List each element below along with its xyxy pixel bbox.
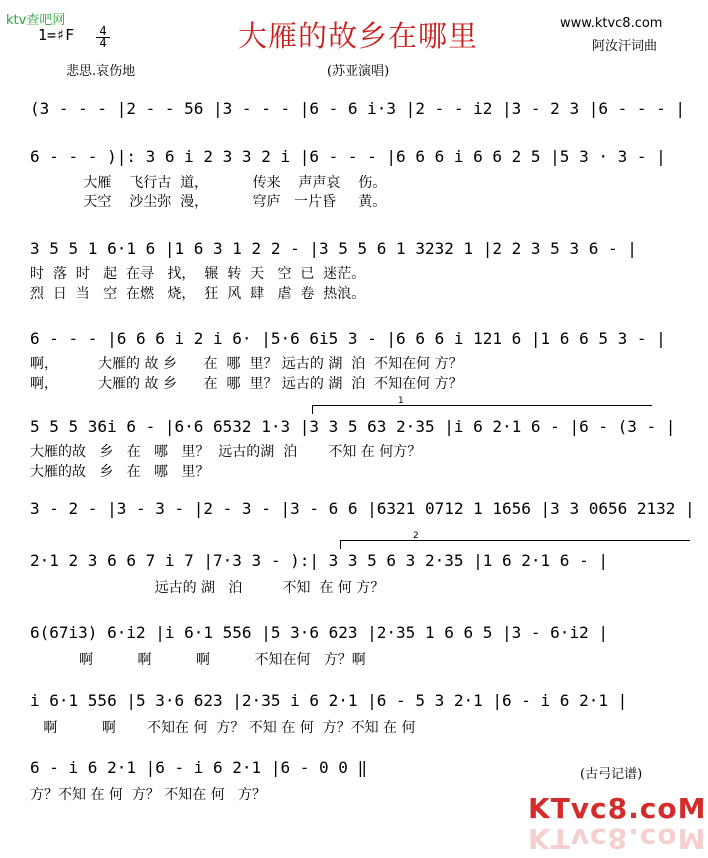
notation-credit: (古弓记谱) <box>580 767 643 782</box>
score-line-2 <box>30 148 690 208</box>
key-signature: 1=♯F <box>38 26 75 44</box>
score-line-9 <box>30 692 690 738</box>
lyric-line-7: 远古的 湖 泊 不知 在 何 方？ <box>30 580 385 596</box>
volta-bracket-1 <box>312 405 652 406</box>
site-url: www.ktvc8.com <box>560 16 663 31</box>
notes-line-1: (3 - - - |2 - - 56 |3 - - - |6 - 6 i·3 |2 - - i2 |3 - 2 3 |6 - - - | <box>30 99 686 118</box>
lyric-line-5b: 大雁的故 乡 在 哪 里？ <box>30 464 210 480</box>
lyric-line-9: 啊 啊 不知在 何 方？ 不知 在 何 方？不知 在 何 <box>30 720 416 736</box>
notes-line-5: 5 5 5 36i 6 - |6·6 6532 1·3 |3 3 5 63 2·35 |i 6 2·1 6 - |6 - (3 - | <box>30 417 676 436</box>
song-title: 大雁的故乡在哪里 <box>238 19 479 53</box>
tempo-mood: 悲思.哀伤地 <box>66 64 136 79</box>
lyric-line-10: 方？不知 在 何 方？ 不知在 何 方？ <box>30 787 267 803</box>
notes-line-10: 6 - i 6 2·1 |6 - i 6 2·1 |6 - 0 0 ‖ <box>30 758 368 777</box>
lyric-line-5a: 大雁的故 乡 在 哪 里？ 远古的湖 泊 不知 在 何方？ <box>30 444 422 460</box>
score-line-3 <box>30 240 690 300</box>
volta-number-2: 2 <box>413 531 419 541</box>
lyric-line-2b: 天空 沙尘弥 漫， 穹庐 一片昏 黄。 <box>30 194 387 210</box>
notes-line-3: 3 5 5 1 6·1 6 |1 6 3 1 2 2 - |3 5 5 6 1 3232 1 |2 2 3 5 3 6 - | <box>30 239 637 258</box>
lyric-line-3a: 时 落 时 起 在寻 找， 辗 转 天 空 已 迷茫。 <box>30 266 366 282</box>
lyric-line-2a: 大雁 飞行古 道， 传来 声声哀 伤。 <box>30 175 387 191</box>
score-line-4 <box>30 330 690 390</box>
time-signature-top: 4 <box>99 24 107 38</box>
lyric-line-4b: 啊， 大雁的 故 乡 在 哪 里？ 远古的 湖 泊 不知在何 方？ <box>30 376 463 392</box>
volta-bracket-1-tick <box>312 405 313 414</box>
notes-line-4: 6 - - - |6 6 6 i 2 i 6· |5·6 6i5 3 - |6 6 6 i 121 6 |1 6 6 5 3 - | <box>30 329 666 348</box>
composer-credit: 阿汝汗词曲 <box>592 39 658 54</box>
notes-line-9: i 6·1 556 |5 3·6 623 |2·35 i 6 2·1 |6 - 5 3 2·1 |6 - i 6 2·1 | <box>30 691 628 710</box>
site-watermark: ktv查吧网 <box>6 13 66 28</box>
lyric-line-4a: 啊， 大雁的 故 乡 在 哪 里？ 远古的 湖 泊 不知在何 方？ <box>30 356 463 372</box>
lyric-line-8: 啊 啊 啊 不知在何 方？啊 <box>30 652 366 668</box>
time-signature-bottom: 4 <box>99 36 107 50</box>
score-line-1 <box>30 100 690 120</box>
notes-line-2: 6 - - - )|: 3 6 i 2 3 3 2 i |6 - - - |6 6 6 i 6 6 2 5 |5 3 · 3 - | <box>30 147 666 166</box>
volta-bracket-2-tick <box>340 540 341 549</box>
ktvc8-logo: KTvc8.coM <box>528 792 707 825</box>
ktvc8-logo-reflection: KTvc8.coM <box>528 822 707 855</box>
notes-line-6: 3 - 2 - |3 - 3 - |2 - 3 - |3 - 6 6 |6321 0712 1 1656 |3 3 0656 2132 | <box>30 499 695 518</box>
score-line-5 <box>30 418 690 484</box>
score-line-7 <box>30 552 690 598</box>
notes-line-8: 6(67i3) 6·i2 |i 6·1 556 |5 3·6 623 |2·35 1 6 6 5 |3 - 6·i2 | <box>30 623 608 642</box>
lyric-line-3b: 烈 日 当 空 在燃 烧， 狂 风 肆 虐 卷 热浪。 <box>30 286 366 302</box>
score-line-6 <box>30 499 695 520</box>
time-signature <box>96 26 110 49</box>
volta-number-1: 1 <box>398 396 404 406</box>
notes-line-7: 2·1 2 3 6 6 7 i 7 |7·3 3 - ):| 3 3 5 6 3 2·35 |1 6 2·1 6 - | <box>30 551 608 570</box>
volta-bracket-2 <box>340 540 690 541</box>
singer-credit: (苏亚演唱) <box>327 64 390 79</box>
score-line-8 <box>30 624 690 670</box>
